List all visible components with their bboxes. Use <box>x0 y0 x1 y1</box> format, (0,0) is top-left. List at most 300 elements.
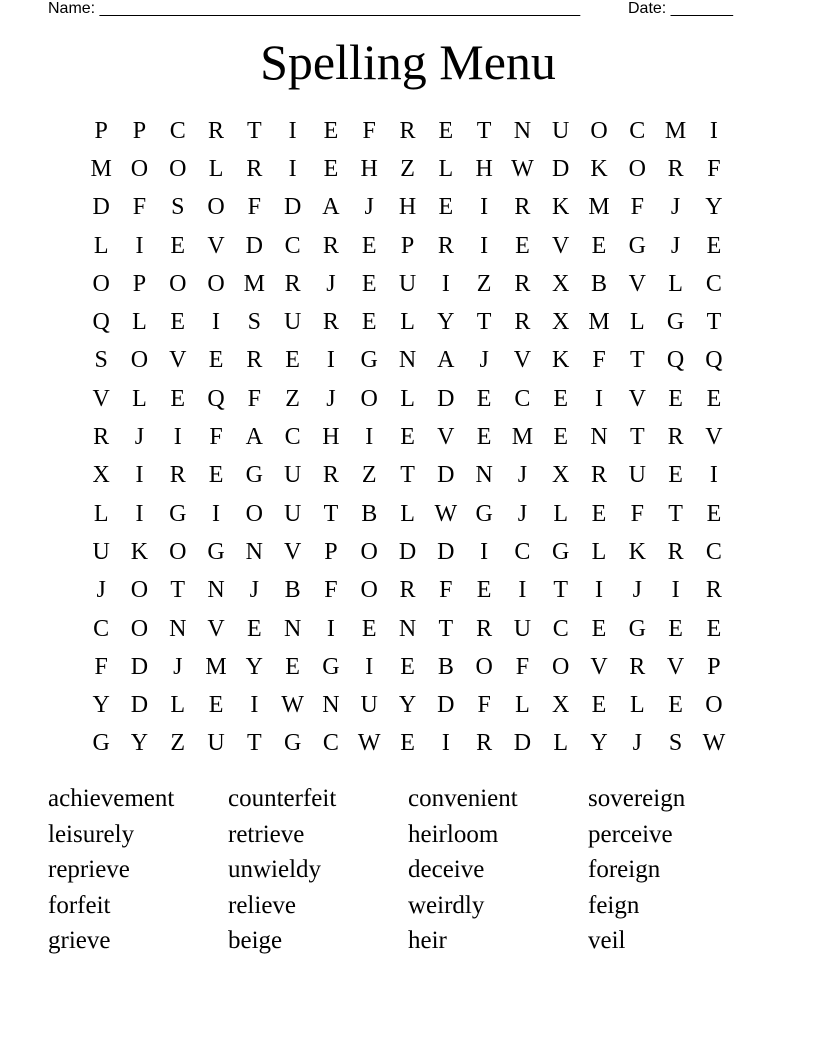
grid-letter: E <box>515 232 530 259</box>
grid-letter: J <box>632 730 642 757</box>
grid-letter: D <box>130 653 149 680</box>
grid-letter: E <box>361 615 377 642</box>
grid-letter: D <box>283 194 302 221</box>
grid-letter: E <box>476 385 492 412</box>
grid-letter: R <box>399 117 416 144</box>
grid-letter: L <box>400 309 415 336</box>
grid-letter: C <box>552 615 569 642</box>
grid-letter: L <box>400 385 415 412</box>
grid-letter: N <box>322 692 340 719</box>
grid-letter: D <box>552 155 570 182</box>
grid-letter: X <box>552 692 570 719</box>
grid-letter: B <box>284 577 301 604</box>
grid-letter: F <box>630 194 644 221</box>
grid-letter: L <box>515 692 530 719</box>
grid-letter: I <box>212 309 221 336</box>
grid-letter: U <box>283 462 302 489</box>
grid-letter: Q <box>207 385 225 412</box>
word-list-item: deceive <box>408 856 485 883</box>
grid-letter: R <box>667 424 684 451</box>
grid-letter: E <box>668 615 683 642</box>
grid-letter: P <box>94 117 108 144</box>
grid-letter: F <box>515 653 530 680</box>
word-list-item: achievement <box>48 785 175 812</box>
grid-letter: M <box>588 194 610 221</box>
grid-letter: J <box>479 347 489 374</box>
grid-letter: G <box>207 538 225 565</box>
word-list-item: perceive <box>588 820 673 848</box>
grid-letter: G <box>666 309 685 336</box>
word-list-item: convenient <box>408 785 518 812</box>
grid-letter: L <box>400 500 415 527</box>
grid-letter: V <box>666 653 685 680</box>
grid-letter: I <box>326 347 335 374</box>
grid-letter: D <box>437 692 455 719</box>
grid-letter: E <box>668 692 683 719</box>
grid-letter: O <box>207 270 225 297</box>
grid-letter: F <box>477 692 491 719</box>
grid-letter: V <box>513 347 532 374</box>
grid-letter: I <box>365 424 374 451</box>
grid-letter: G <box>360 347 378 374</box>
grid-letter: U <box>360 692 378 719</box>
grid-letter: V <box>283 538 302 565</box>
grid-letter: E <box>170 232 186 259</box>
grid-letter: F <box>94 653 108 680</box>
grid-letter: E <box>591 615 607 642</box>
grid-letter: U <box>92 538 110 565</box>
grid-letter: R <box>322 462 339 489</box>
grid-letter: I <box>595 385 603 412</box>
grid-letter: K <box>552 194 570 221</box>
grid-letter: O <box>169 270 187 297</box>
grid-letter: J <box>326 385 336 412</box>
grid-letter: V <box>207 615 225 642</box>
grid-letter: N <box>245 538 263 565</box>
grid-letter: D <box>398 538 417 565</box>
grid-letter: U <box>552 117 570 144</box>
grid-letter: N <box>207 577 225 604</box>
grid-letter: M <box>90 155 112 182</box>
grid-letter: O <box>92 270 110 297</box>
grid-letter: B <box>437 653 454 680</box>
grid-letter: T <box>438 615 454 642</box>
grid-letter: O <box>360 538 378 565</box>
grid-letter: I <box>288 117 297 144</box>
grid-letter: R <box>322 232 339 259</box>
grid-letter: O <box>130 577 149 604</box>
grid-letter: G <box>283 730 302 757</box>
grid-letter: D <box>437 385 455 412</box>
grid-letter: A <box>322 194 340 221</box>
grid-letter: I <box>288 155 297 182</box>
grid-letter: V <box>207 232 225 259</box>
header <box>48 0 748 18</box>
grid-letter: O <box>360 577 378 604</box>
grid-letter: O <box>245 500 263 527</box>
grid-letter: R <box>667 155 684 182</box>
grid-letter: E <box>361 232 377 259</box>
grid-letter: E <box>285 347 300 374</box>
grid-letter: Q <box>666 347 685 374</box>
grid-letter: H <box>360 155 378 182</box>
name-line: Name: ______________________________________________________ <box>48 0 581 17</box>
grid-letter: J <box>134 424 145 451</box>
grid-letter: R <box>246 347 263 374</box>
grid-letter: T <box>629 424 645 451</box>
word-list-item: sovereign <box>588 785 686 812</box>
grid-letter: I <box>365 653 374 680</box>
grid-letter: C <box>284 232 301 259</box>
grid-letter: Y <box>590 730 608 757</box>
grid-letter: R <box>514 194 531 221</box>
grid-letter: J <box>173 653 183 680</box>
grid-letter: Z <box>170 730 186 757</box>
grid-letter: L <box>170 692 186 719</box>
grid-letter: F <box>630 500 644 527</box>
grid-letter: G <box>92 730 110 757</box>
grid-letter: T <box>247 117 262 144</box>
grid-letter: Y <box>398 692 417 719</box>
grid-letter: D <box>92 194 110 221</box>
grid-letter: E <box>285 653 300 680</box>
grid-letter: R <box>514 309 531 336</box>
grid-letter: L <box>553 730 569 757</box>
grid-letter: X <box>552 462 570 489</box>
grid-letter: N <box>398 615 417 642</box>
grid-letter: T <box>476 117 492 144</box>
grid-letter: L <box>93 232 109 259</box>
grid-letter: E <box>438 117 454 144</box>
grid-letter: E <box>476 577 492 604</box>
grid-letter: U <box>513 615 532 642</box>
grid-letter: I <box>518 577 527 604</box>
grid-letter: J <box>364 194 374 221</box>
grid-letter: O <box>169 538 187 565</box>
grid-letter: M <box>205 653 227 680</box>
grid-letter: O <box>207 194 225 221</box>
word-list-item: counterfeit <box>228 785 337 812</box>
grid-letter: L <box>208 155 224 182</box>
grid-letter: E <box>361 270 377 297</box>
word-list-item: beige <box>228 927 283 954</box>
grid-letter: E <box>438 194 454 221</box>
grid-letter: F <box>132 194 147 221</box>
grid-letter: E <box>208 692 224 719</box>
grid-letter: Z <box>285 385 300 412</box>
grid-letter: S <box>247 309 262 336</box>
grid-letter: L <box>629 692 645 719</box>
grid-letter: V <box>552 232 570 259</box>
word-list-item: relieve <box>228 891 297 919</box>
word-list-item: weirdly <box>408 891 485 919</box>
grid-letter: D <box>437 462 455 489</box>
grid-letter: S <box>94 347 108 374</box>
grid-letter: G <box>628 615 646 642</box>
page-title: Spelling Menu <box>260 34 556 90</box>
grid-letter: R <box>93 424 110 451</box>
grid-letter: Y <box>705 194 723 221</box>
grid-letter: R <box>208 117 225 144</box>
grid-letter: W <box>511 155 534 182</box>
grid-letter: M <box>511 424 534 451</box>
grid-letter: T <box>629 347 645 374</box>
grid-letter: E <box>668 385 683 412</box>
grid-letter: F <box>439 577 453 604</box>
grid-letter: W <box>702 730 726 757</box>
grid-letter: M <box>664 117 687 144</box>
grid-letter: E <box>591 500 607 527</box>
grid-letter: R <box>667 538 684 565</box>
grid-letter: G <box>475 500 493 527</box>
grid-letter: R <box>514 270 531 297</box>
grid-letter: V <box>705 424 723 451</box>
grid-letter: Z <box>400 155 415 182</box>
grid-letter: C <box>169 117 186 144</box>
grid-letter: E <box>400 730 415 757</box>
grid-letter: C <box>514 538 531 565</box>
grid-letter: T <box>668 500 683 527</box>
grid-letter: R <box>322 309 339 336</box>
grid-letter: E <box>706 385 722 412</box>
grid-letter: G <box>245 462 263 489</box>
grid-letter: N <box>283 615 302 642</box>
grid-letter: N <box>590 424 608 451</box>
grid-letter: W <box>281 692 304 719</box>
grid-letter: Q <box>92 309 110 336</box>
grid-letter: I <box>212 500 221 527</box>
grid-letter: K <box>130 538 149 565</box>
grid-letter: X <box>552 309 570 336</box>
grid-letter: X <box>92 462 110 489</box>
grid-letter: P <box>132 117 147 144</box>
grid-letter: P <box>324 538 338 565</box>
grid-letter: E <box>170 309 186 336</box>
grid-letter: I <box>671 577 680 604</box>
grid-letter: F <box>592 347 606 374</box>
grid-letter: L <box>132 385 147 412</box>
grid-letter: G <box>552 538 570 565</box>
grid-letter: O <box>552 653 570 680</box>
grid-letter: R <box>591 462 608 489</box>
grid-letter: L <box>132 309 147 336</box>
grid-letter: V <box>590 653 608 680</box>
grid-letter: C <box>322 730 339 757</box>
grid-letter: P <box>132 270 147 297</box>
grid-letter: C <box>629 117 646 144</box>
grid-letter: E <box>591 232 607 259</box>
word-list <box>48 781 768 959</box>
grid-letter: R <box>476 730 493 757</box>
grid-letter: U <box>628 462 646 489</box>
grid-letter: O <box>590 117 608 144</box>
grid-letter: I <box>173 424 182 451</box>
grid-letter: F <box>362 117 376 144</box>
grid-letter: T <box>400 462 415 489</box>
grid-letter: I <box>441 270 450 297</box>
grid-letter: J <box>326 270 336 297</box>
grid-letter: T <box>247 730 262 757</box>
grid-letter: O <box>169 155 187 182</box>
word-list-item: retrieve <box>228 820 305 848</box>
grid-letter: C <box>284 424 301 451</box>
grid-letter: V <box>92 385 110 412</box>
grid-letter: J <box>249 577 259 604</box>
grid-letter: Z <box>361 462 377 489</box>
grid-letter: R <box>629 653 646 680</box>
grid-letter: N <box>475 462 493 489</box>
grid-letter: V <box>169 347 187 374</box>
grid-letter: Y <box>92 692 110 719</box>
grid-letter: T <box>706 309 722 336</box>
word-list-item: grieve <box>48 927 111 954</box>
grid-letter: A <box>245 424 263 451</box>
grid-letter: T <box>323 500 339 527</box>
grid-letter: O <box>130 155 149 182</box>
grid-letter: R <box>705 577 722 604</box>
word-list-item: reprieve <box>48 856 130 883</box>
grid-letter: U <box>283 500 302 527</box>
grid-letter: Y <box>245 653 263 680</box>
grid-letter: T <box>170 577 186 604</box>
grid-letter: R <box>399 577 416 604</box>
grid-letter: U <box>398 270 417 297</box>
word-list-item: forfeit <box>48 891 111 919</box>
grid-letter: J <box>670 232 681 259</box>
grid-letter: S <box>668 730 683 757</box>
word-list-item: leisurely <box>48 820 135 848</box>
grid-letter: U <box>283 309 302 336</box>
grid-letter: E <box>400 424 415 451</box>
grid-letter: O <box>475 653 493 680</box>
grid-letter: R <box>284 270 301 297</box>
word-list-item: heir <box>408 927 447 954</box>
grid-letter: Y <box>437 309 455 336</box>
grid-letter: P <box>707 653 721 680</box>
grid-letter: L <box>591 538 607 565</box>
grid-letter: E <box>706 500 722 527</box>
grid-letter: E <box>400 653 415 680</box>
grid-letter: E <box>553 385 569 412</box>
grid-letter: G <box>169 500 187 527</box>
grid-letter: C <box>705 270 722 297</box>
grid-letter: D <box>513 730 532 757</box>
grid-letter: R <box>169 462 186 489</box>
grid-letter: E <box>668 462 683 489</box>
grid-letter: E <box>361 309 377 336</box>
grid-letter: I <box>480 194 489 221</box>
grid-letter: N <box>513 117 532 144</box>
grid-letter: E <box>323 117 339 144</box>
grid-letter: C <box>705 538 722 565</box>
grid-letter: J <box>96 577 106 604</box>
grid-letter: E <box>247 615 262 642</box>
grid-letter: E <box>553 424 569 451</box>
grid-letter: M <box>588 309 610 336</box>
grid-letter: O <box>705 692 723 719</box>
letter-grid <box>82 112 733 763</box>
grid-letter: E <box>208 462 224 489</box>
grid-letter: I <box>441 730 450 757</box>
word-list-item: heirloom <box>408 820 499 848</box>
grid-letter: I <box>135 232 144 259</box>
grid-letter: A <box>437 347 455 374</box>
grid-letter: I <box>595 577 603 604</box>
grid-letter: F <box>247 385 262 412</box>
grid-letter: G <box>322 653 340 680</box>
grid-letter: R <box>437 232 454 259</box>
grid-letter: P <box>400 232 415 259</box>
grid-letter: I <box>480 538 489 565</box>
grid-letter: S <box>171 194 185 221</box>
word-list-item: veil <box>588 927 626 954</box>
grid-letter: K <box>628 538 646 565</box>
grid-letter: I <box>250 692 259 719</box>
grid-letter: L <box>438 155 454 182</box>
grid-letter: V <box>437 424 455 451</box>
grid-letter: R <box>246 155 263 182</box>
grid-letter: J <box>632 577 642 604</box>
grid-letter: H <box>322 424 340 451</box>
grid-letter: E <box>476 424 492 451</box>
word-list-item: feign <box>588 891 640 919</box>
grid-letter: J <box>670 194 681 221</box>
word-list-item: foreign <box>588 856 661 883</box>
grid-letter: C <box>93 615 110 642</box>
grid-letter: O <box>130 347 149 374</box>
grid-letter: E <box>706 232 722 259</box>
grid-letter: D <box>245 232 263 259</box>
grid-letter: B <box>591 270 608 297</box>
grid-letter: C <box>514 385 531 412</box>
grid-letter: F <box>209 424 223 451</box>
grid-letter: D <box>130 692 149 719</box>
grid-letter: O <box>130 615 149 642</box>
grid-letter: M <box>243 270 265 297</box>
grid-letter: F <box>707 155 721 182</box>
grid-letter: J <box>517 500 528 527</box>
grid-letter: G <box>628 232 646 259</box>
grid-letter: J <box>517 462 528 489</box>
grid-letter: K <box>590 155 608 182</box>
grid-letter: H <box>398 194 417 221</box>
grid-letter: O <box>628 155 646 182</box>
grid-letter: T <box>553 577 569 604</box>
grid-letter: X <box>552 270 570 297</box>
grid-letter: V <box>628 385 646 412</box>
grid-letter: U <box>207 730 225 757</box>
grid-letter: I <box>709 117 718 144</box>
grid-letter: Q <box>705 347 723 374</box>
grid-letter: L <box>553 500 569 527</box>
grid-letter: Y <box>130 730 149 757</box>
grid-letter: W <box>434 500 458 527</box>
word-list-item: unwieldy <box>228 856 322 883</box>
grid-letter: F <box>324 577 338 604</box>
grid-letter: T <box>476 309 492 336</box>
grid-letter: L <box>93 500 109 527</box>
grid-letter: V <box>628 270 646 297</box>
grid-letter: N <box>398 347 417 374</box>
grid-letter: I <box>480 232 489 259</box>
grid-letter: H <box>475 155 493 182</box>
date-line: Date: _______ <box>628 0 733 17</box>
grid-letter: W <box>357 730 381 757</box>
grid-letter: I <box>326 615 335 642</box>
grid-letter: F <box>247 194 262 221</box>
grid-letter: N <box>169 615 187 642</box>
grid-letter: I <box>135 500 144 527</box>
